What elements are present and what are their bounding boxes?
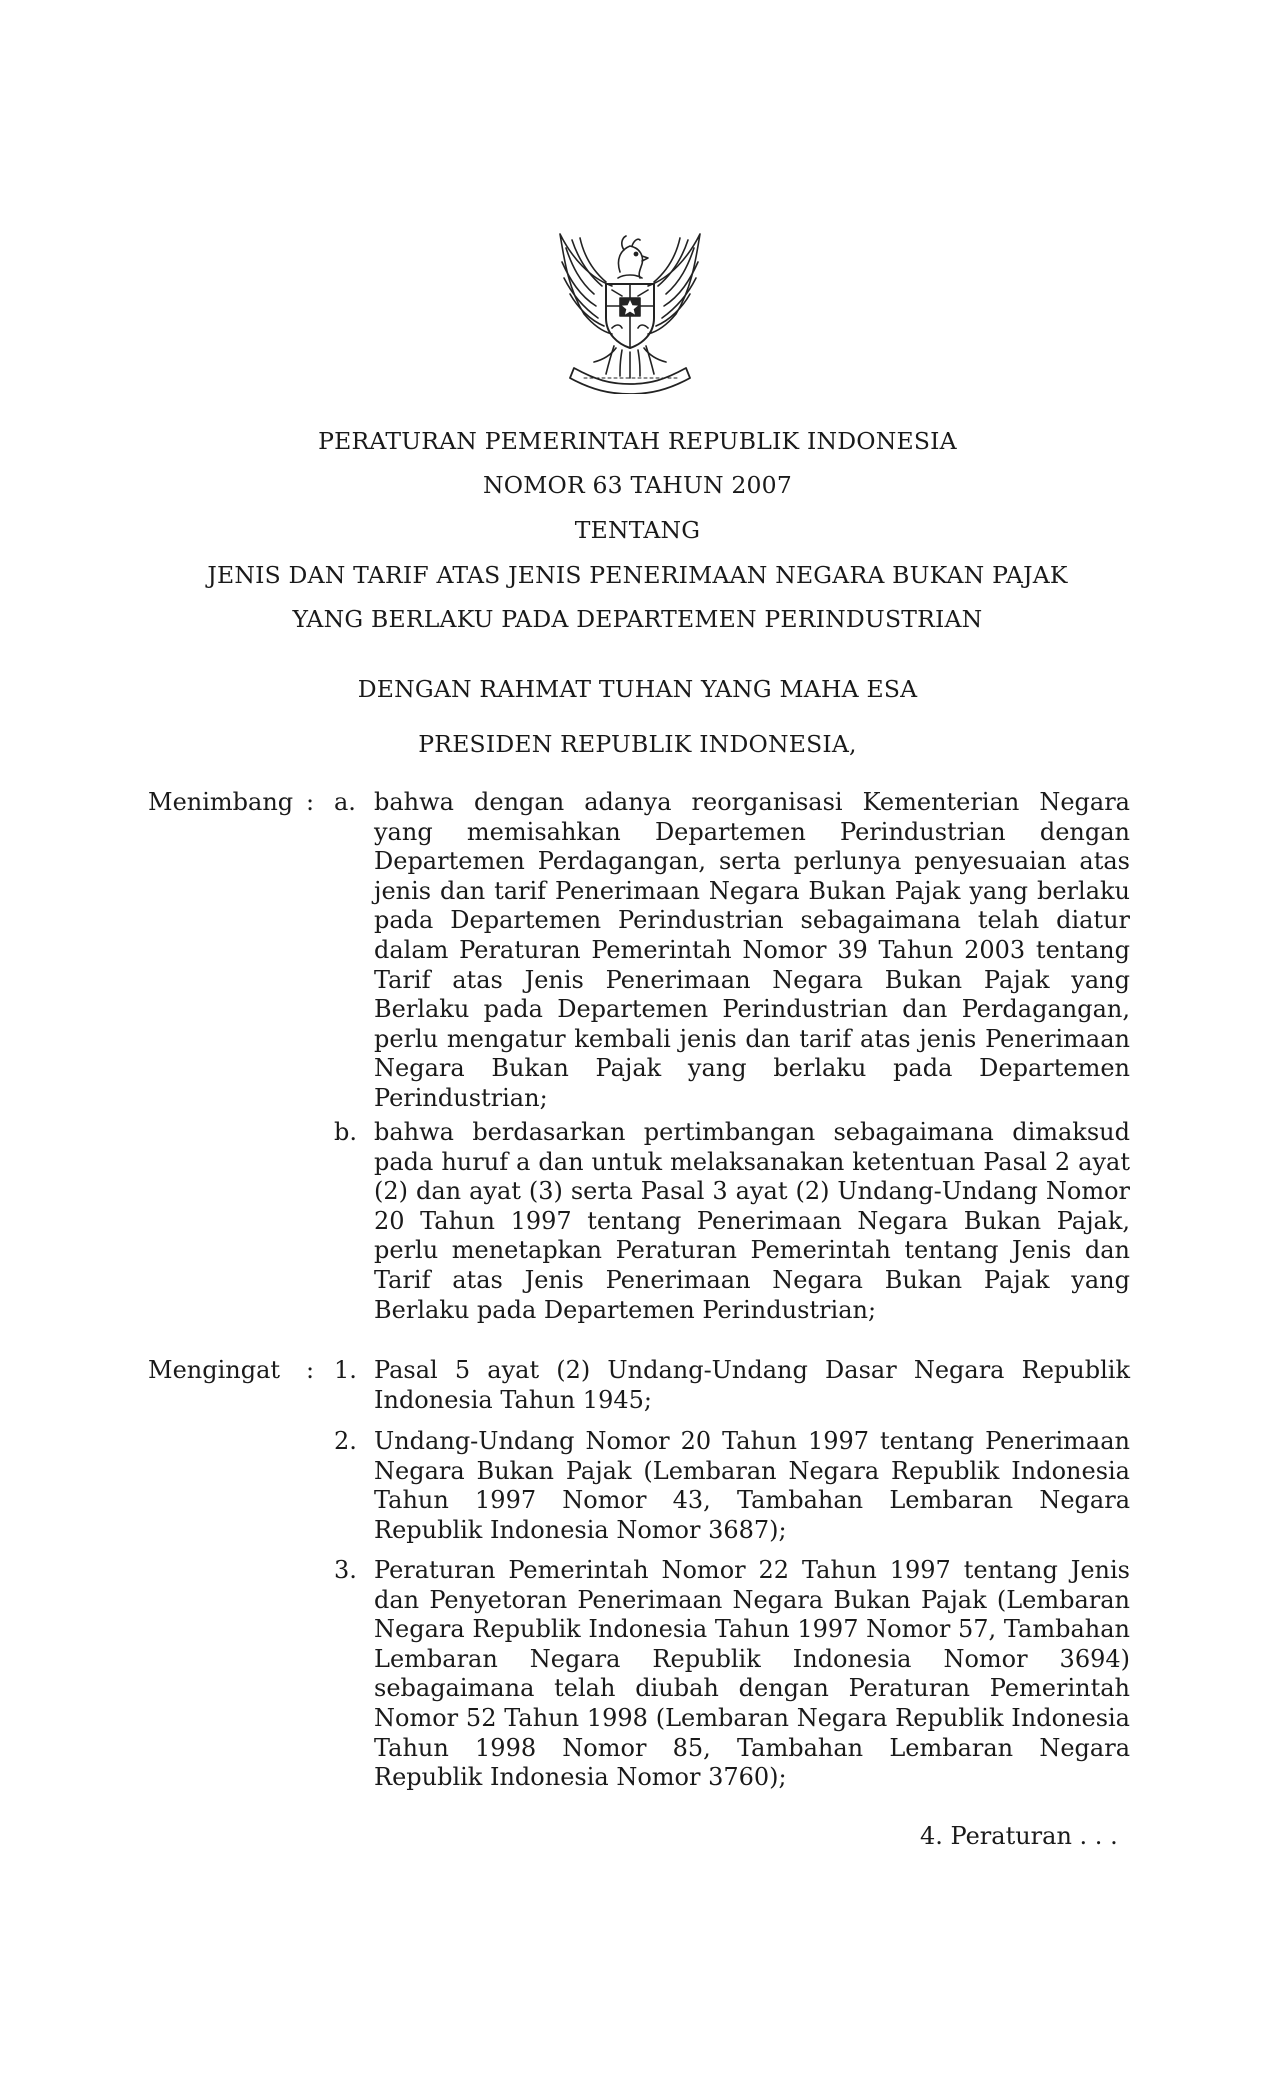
list-marker: 2. bbox=[334, 1427, 357, 1455]
list-marker: 1. bbox=[334, 1356, 357, 1384]
next-page-hint: 4. Peraturan . . . bbox=[920, 1822, 1118, 1850]
regulation-title: PERATURAN PEMERINTAH REPUBLIK INDONESIA bbox=[318, 427, 957, 455]
mengingat-item-text: Pasal 5 ayat (2) Undang-Undang Dasar Negara Republik Indonesia Tahun 1945; bbox=[374, 1356, 1130, 1414]
invocation-line: DENGAN RAHMAT TUHAN YANG MAHA ESA bbox=[357, 675, 918, 703]
president-line: PRESIDEN REPUBLIK INDONESIA, bbox=[418, 730, 857, 758]
list-marker: b. bbox=[334, 1118, 357, 1146]
list-marker: 3. bbox=[334, 1556, 357, 1584]
menimbang-item-text: bahwa dengan adanya reorganisasi Kementerian Negara yang memisahkan Departemen Perindustrian dengan Departemen Perdagangan, serta perlunya penyesuaian atas jenis dan tarif Penerimaan Negara Bukan Pajak yang berlaku pada Departemen Perindustrian sebagaimana telah diatur dalam Peraturan Pemerintah Nomor 39 Tahun 2003 tentang Tarif atas Jenis Penerimaan Negara Bukan Pajak yang Berlaku pada Departemen Perindustrian dan Perdagangan, perlu mengatur kembali jenis dan tarif atas jenis Penerimaan Negara Bukan Pajak yang berlaku pada Departemen Perindustrian; bbox=[374, 788, 1130, 1112]
menimbang-item-text: bahwa berdasarkan pertimbangan sebagaimana dimaksud pada huruf a dan untuk melaksanakan ketentuan Pasal 2 ayat (2) dan ayat (3) serta Pasal 3 ayat (2) Undang-Undang Nomor 20 Tahun 1997 tentang Penerimaan Negara Bukan Pajak, perlu menetapkan Peraturan Pemerintah tentang Jenis dan Tarif atas Jenis Penerimaan Negara Bukan Pajak yang Berlaku pada Departemen Perindustrian; bbox=[374, 1118, 1130, 1324]
regulation-subject-line2: YANG BERLAKU PADA DEPARTEMEN PERINDUSTRIAN bbox=[292, 605, 983, 633]
regulation-subject-line1: JENIS DAN TARIF ATAS JENIS PENERIMAAN NEGARA BUKAN PAJAK bbox=[207, 561, 1068, 589]
mengingat-item-text: Undang-Undang Nomor 20 Tahun 1997 tentang Penerimaan Negara Bukan Pajak (Lembaran Negara Republik Indonesia Tahun 1997 Nomor 43, Tambahan Lembaran Negara Republik Indonesia Nomor 3687); bbox=[374, 1427, 1130, 1544]
list-marker: a. bbox=[334, 788, 356, 816]
mengingat-label: Mengingat bbox=[148, 1356, 281, 1384]
menimbang-colon: : bbox=[306, 788, 315, 816]
regulation-about-label: TENTANG bbox=[574, 516, 701, 544]
garuda-pancasila-emblem-icon bbox=[550, 228, 710, 394]
menimbang-label: Menimbang bbox=[148, 788, 294, 816]
regulation-number: NOMOR 63 TAHUN 2007 bbox=[483, 471, 792, 499]
mengingat-item-text: Peraturan Pemerintah Nomor 22 Tahun 1997 tentang Jenis dan Penyetoran Penerimaan Negara Bukan Pajak (Lembaran Negara Republik Indonesia Tahun 1997 Nomor 57, Tambahan Lembaran Negara Republik Indonesia Nomor 3694) sebagaimana telah diubah dengan Peraturan Pemerintah Nomor 52 Tahun 1998 (Lembaran Negara Republik Indonesia Tahun 1998 Nomor 85, Tambahan Lembaran Negara Republik Indonesia Nomor 3760); bbox=[374, 1556, 1130, 1792]
mengingat-colon: : bbox=[306, 1356, 315, 1384]
